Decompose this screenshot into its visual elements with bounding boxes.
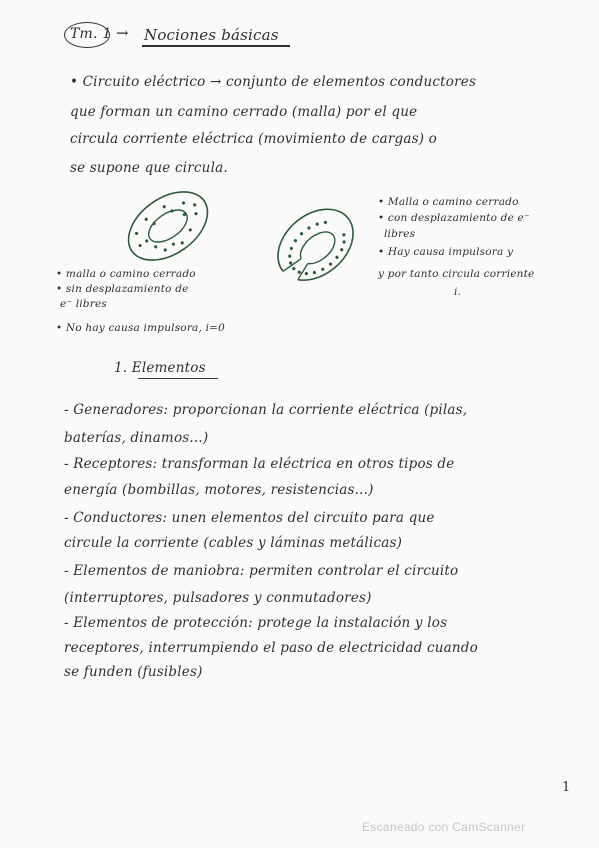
elements-line-5: - Conductores: unen elementos del circuito para que [64, 510, 435, 526]
electron-dot [181, 201, 185, 205]
electron-dot [335, 255, 340, 260]
closed-loop-diagram [118, 186, 218, 266]
electron-dot [134, 231, 138, 235]
electron-dot [289, 246, 294, 251]
electron-dot [307, 226, 312, 231]
scanner-watermark: Escaneado con CamScanner [362, 820, 526, 834]
section-title: 1. Elementos [114, 360, 206, 376]
electron-dot [171, 242, 175, 246]
electron-dot [162, 204, 166, 208]
right-note-5: y por tanto circula corriente [378, 268, 535, 280]
title-underline [142, 45, 290, 47]
electron-dot [299, 231, 304, 236]
electron-dot [138, 243, 142, 247]
right-note-1: • Malla o camino cerrado [378, 196, 519, 208]
page-title: Nociones básicas [144, 26, 279, 44]
elements-line-2: baterías, dinamos...) [64, 430, 209, 446]
right-note-6: i. [454, 286, 462, 298]
electron-dot [328, 262, 333, 267]
elements-line-8: (interruptores, pulsadores y conmutadores) [64, 590, 372, 606]
left-note-2: • sin desplazamiento de [56, 283, 189, 295]
left-note-3: e⁻ libres [60, 298, 107, 310]
right-note-2: • con desplazamiento de e⁻ [378, 212, 530, 224]
intro-line-4: se supone que circula. [70, 160, 228, 176]
title-arrow: → [116, 24, 129, 42]
elements-line-3: - Receptores: transforman la eléctrica en otros tipos de [64, 456, 455, 472]
right-note-3: libres [384, 228, 416, 240]
electron-dot [144, 217, 148, 221]
electron-dot [323, 220, 328, 225]
electron-dot [342, 240, 347, 245]
electron-dot [287, 254, 292, 259]
section-underline [138, 378, 218, 379]
elements-line-10: receptores, interrumpiendo el paso de electricidad cuando [64, 640, 478, 656]
electron-dot [163, 248, 167, 252]
electron-dot [153, 245, 157, 249]
electron-dot [339, 247, 344, 252]
elements-line-4: energía (bombillas, motores, resistencias...) [64, 482, 374, 498]
electron-dot [342, 233, 347, 238]
electron-dot [192, 203, 196, 207]
intro-line-1: • Circuito eléctrico → conjunto de elementos conductores [70, 74, 477, 90]
elements-line-7: - Elementos de maniobra: permiten controlar el circuito [64, 563, 459, 579]
circuit-loop-diagram [262, 200, 372, 296]
electron-dot [312, 270, 317, 275]
electron-dot [188, 228, 192, 232]
electron-dot [304, 271, 309, 276]
electron-dot [194, 211, 198, 215]
electron-dot [315, 222, 320, 227]
electron-dot [170, 209, 174, 213]
electron-dot [180, 241, 184, 245]
electron-dot [292, 266, 297, 271]
topic-number: Tm. 1 [70, 26, 112, 42]
right-note-4: • Hay causa impulsora y [378, 246, 514, 258]
intro-line-2: que forman un camino cerrado (malla) por el que [70, 104, 418, 120]
left-note-1: • malla o camino cerrado [56, 268, 196, 280]
electron-dot [320, 267, 325, 272]
left-note-4: • No hay causa impulsora, i=0 [56, 322, 226, 334]
electron-dot [144, 239, 148, 243]
page-number: 1 [562, 780, 571, 795]
elements-line-11: se funden (fusibles) [64, 664, 203, 680]
elements-line-9: - Elementos de protección: protege la instalación y los [64, 615, 448, 631]
elements-line-6: circule la corriente (cables y láminas metálicas) [64, 535, 403, 551]
intro-line-3: circula corriente eléctrica (movimiento de cargas) o [70, 131, 437, 147]
elements-line-1: - Generadores: proporcionan la corriente eléctrica (pilas, [64, 402, 468, 418]
electron-dot [293, 238, 298, 243]
